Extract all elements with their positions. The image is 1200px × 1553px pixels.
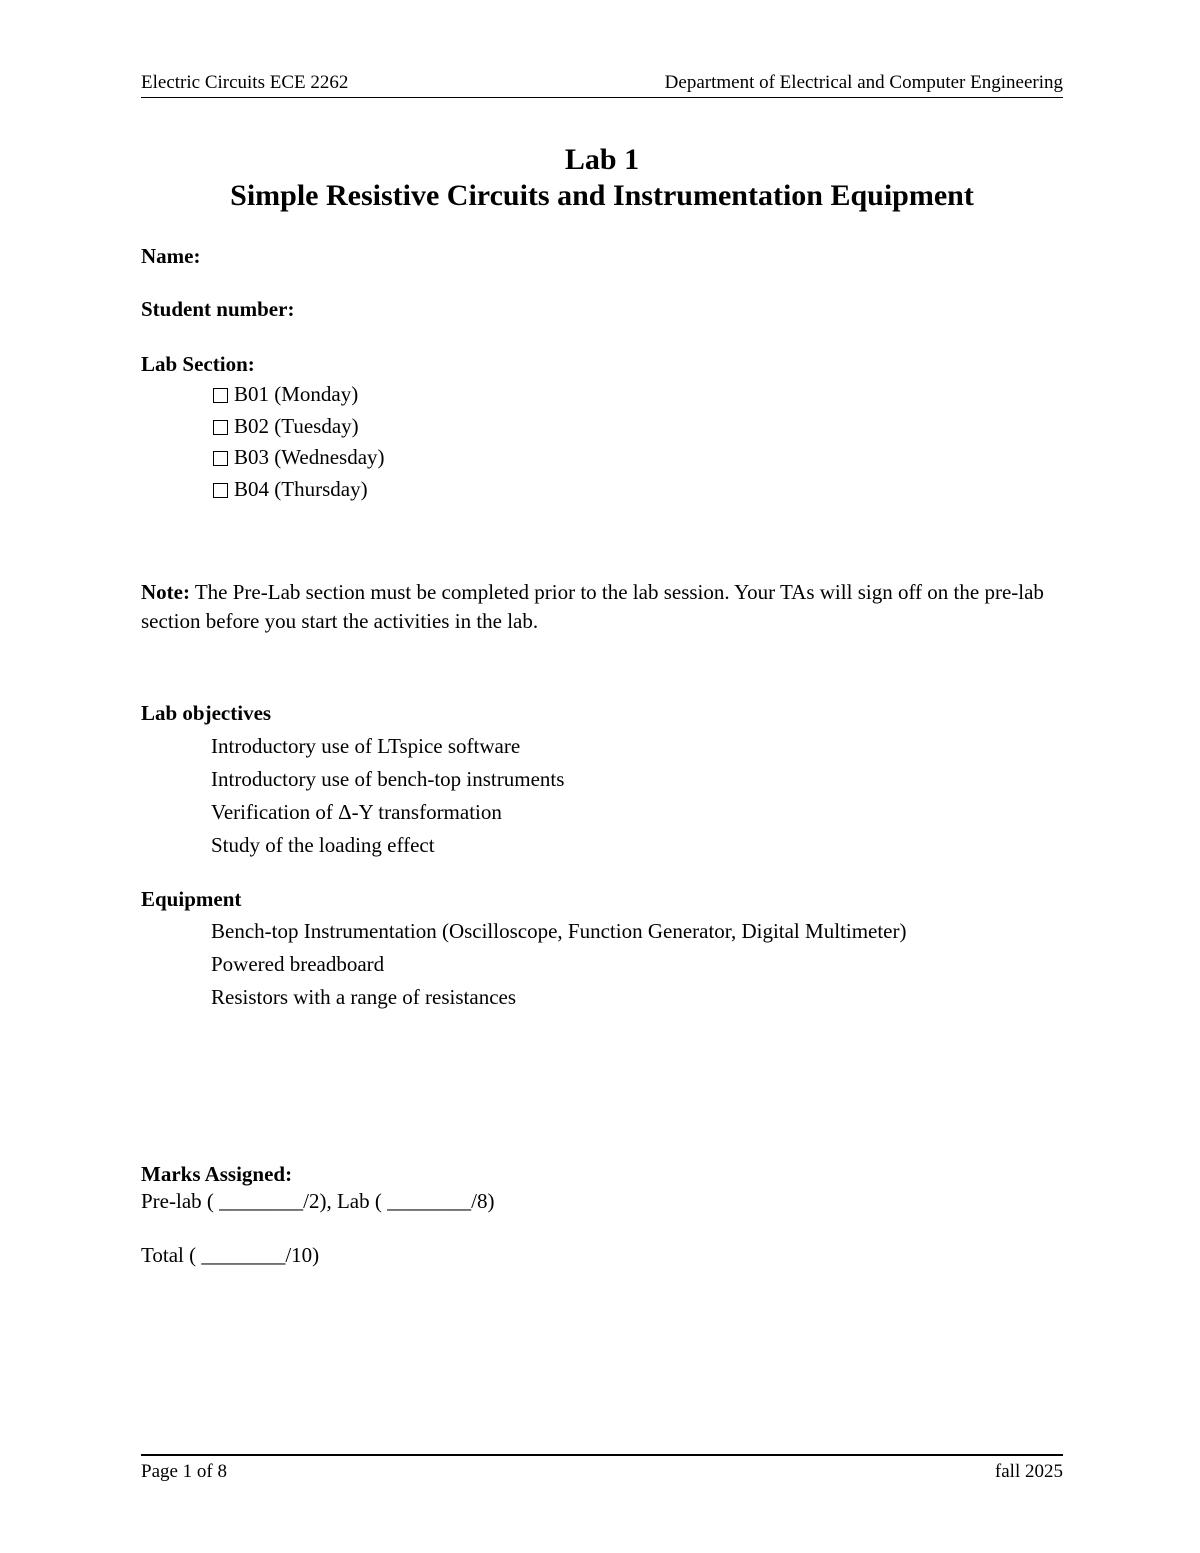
checkbox-icon[interactable] <box>213 483 228 498</box>
lab-section-label: Lab Section: <box>141 352 255 376</box>
student-number-label: Student number: <box>141 297 295 321</box>
equipment-item: Resistors with a range of resistances <box>211 985 517 1009</box>
lab-section-option-b01[interactable] <box>213 379 385 411</box>
header-divider <box>141 97 1063 98</box>
objectives-heading: Lab objectives <box>141 701 272 725</box>
lab-section-option-label: B02 (Tuesday) <box>234 413 359 438</box>
objective-item: Introductory use of LTspice software <box>211 734 521 758</box>
page-title <box>141 142 1063 214</box>
page-header <box>141 70 1063 96</box>
equipment-heading: Equipment <box>141 887 242 911</box>
equipment-list <box>211 915 907 1014</box>
objectives-list <box>211 730 564 862</box>
header-department: Department of Electrical and Computer Engineering <box>664 72 1063 93</box>
term-label: fall 2025 <box>994 1461 1063 1482</box>
equipment-item: Powered breadboard <box>211 952 385 976</box>
lab-section-option-b02[interactable] <box>213 411 385 443</box>
note-label: Note: <box>141 580 190 604</box>
checkbox-icon[interactable] <box>213 420 228 435</box>
objective-item: Introductory use of bench-top instruments <box>211 767 565 791</box>
lab-section-option-label: B01 (Monday) <box>234 382 359 406</box>
marks-prelab-lab: Pre-lab ( ________/2), Lab ( ________/8) <box>141 1189 495 1213</box>
lab-section-option-b04[interactable] <box>213 474 385 506</box>
page-number: Page 1 of 8 <box>141 1461 228 1482</box>
marks-total: Total ( ________/10) <box>141 1243 320 1267</box>
lab-section-option-label: B03 (Wednesday) <box>234 445 385 469</box>
title-lab-number: Lab 1 <box>564 143 640 176</box>
lab-section-option-b03[interactable] <box>213 442 385 474</box>
pre-lab-note <box>141 578 1063 636</box>
lab-section-option-label: B04 (Thursday) <box>234 476 368 501</box>
checkbox-icon[interactable] <box>213 388 228 403</box>
lab-section-options <box>213 379 385 505</box>
footer-divider <box>141 1454 1063 1456</box>
marks-heading: Marks Assigned: <box>141 1162 293 1186</box>
objective-item: Study of the loading effect <box>211 833 435 857</box>
page-footer <box>141 1459 1063 1485</box>
header-course: Electric Circuits ECE 2262 <box>141 72 349 93</box>
name-label: Name: <box>141 244 201 268</box>
note-text: The Pre-Lab section must be completed prior to the lab session. Your TAs will sign off on the pre-lab section before you start the activities in the lab. <box>141 580 1044 633</box>
objective-item: Verification of Δ-Y transformation <box>211 800 502 824</box>
equipment-item: Bench-top Instrumentation (Oscilloscope, Function Generator, Digital Multimeter) <box>211 919 907 943</box>
checkbox-icon[interactable] <box>213 451 228 466</box>
title-lab-name: Simple Resistive Circuits and Instrumentation Equipment <box>230 179 974 212</box>
